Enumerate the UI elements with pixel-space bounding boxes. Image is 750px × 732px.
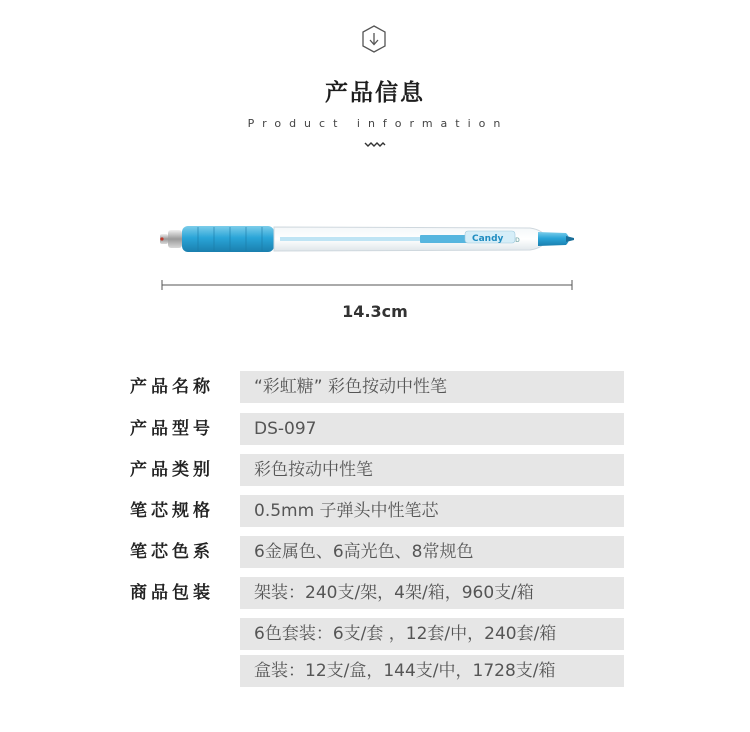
pen-image <box>150 218 590 260</box>
spec-value: 彩色按动中性笔 <box>240 454 624 486</box>
pen-brand: Candy <box>472 234 504 244</box>
wave-icon <box>364 140 386 148</box>
spec-value: DS-097 <box>240 413 624 445</box>
spec-label: 笔芯色系 <box>130 542 214 562</box>
page-subtitle: Product information <box>247 117 509 130</box>
spec-label: 产品名称 <box>130 377 214 397</box>
spec-value: 架装：240支/架，4架/箱，960支/箱 <box>240 577 624 609</box>
spec-value: 0.5mm 子弹头中性笔芯 <box>240 495 624 527</box>
spec-label <box>130 617 240 651</box>
spec-value: “彩虹糖” 彩色按动中性笔 <box>240 371 624 403</box>
spec-row-name <box>124 370 634 404</box>
spec-row-category <box>124 453 634 487</box>
pen-length-label: 14.3cm <box>342 302 408 321</box>
spec-row-refill-colors <box>124 535 634 569</box>
spec-label: 产品类别 <box>130 460 214 480</box>
spec-row-model <box>124 412 634 446</box>
spec-value: 盒装：12支/盒，144支/中，1728支/箱 <box>240 655 624 687</box>
spec-label: 产品型号 <box>130 419 214 439</box>
spec-row-packaging-set <box>124 617 634 651</box>
spec-label <box>130 654 240 688</box>
spec-label: 笔芯规格 <box>130 501 214 521</box>
spec-value: 6金属色、6高光色、8常规色 <box>240 536 624 568</box>
spec-label: 商品包装 <box>130 583 214 603</box>
dimension-line <box>161 275 573 295</box>
spec-value: 6色套装：6支/套 ，12套/中，240套/箱 <box>240 618 624 650</box>
page-title: 产品信息 <box>325 80 425 106</box>
spec-row-packaging <box>124 576 634 610</box>
svg-text:ᴅ: ᴅ <box>515 235 520 244</box>
arrow-down-hexagon-icon <box>360 24 388 54</box>
spec-row-packaging-box <box>124 654 634 688</box>
spec-row-refill-spec <box>124 494 634 528</box>
